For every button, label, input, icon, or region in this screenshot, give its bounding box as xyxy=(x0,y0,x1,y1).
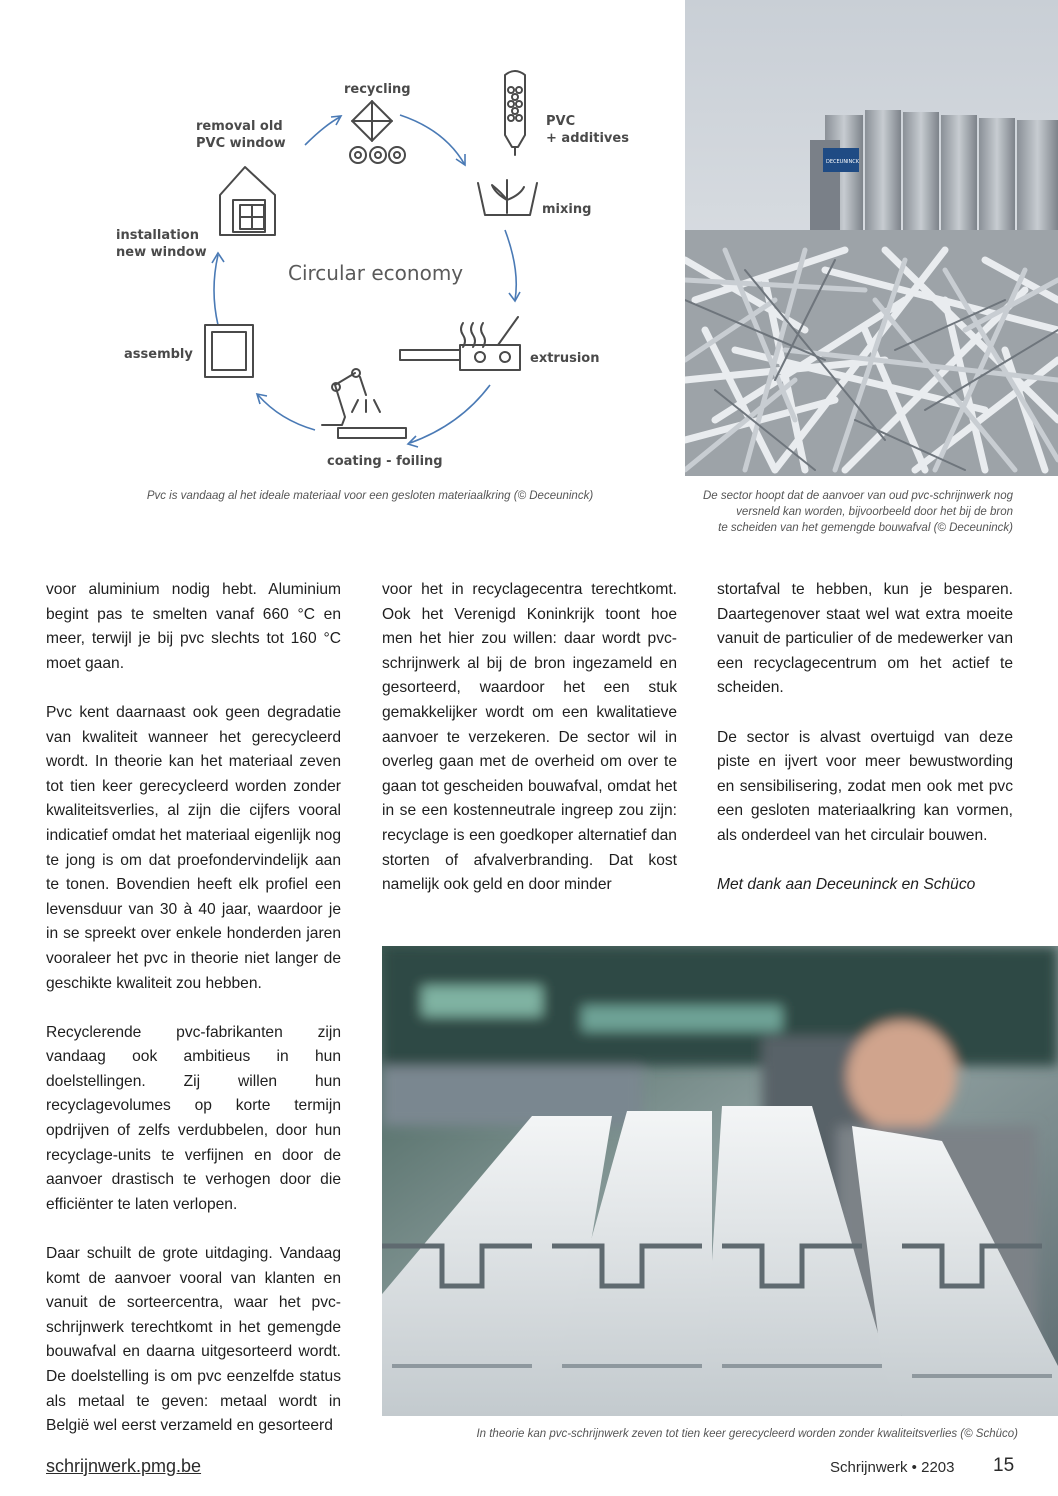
paragraph: stortafval te hebben, kun je besparen. Daartegenover staat wel wat extra moeite vanuit de particulier of de medewerker van een recyclagecentrum om het actief te scheiden. xyxy=(717,581,1013,697)
profiles-photo-caption: In theorie kan pvc-schrijnwerk zeven tot tien keer gerecycleerd worden zonder kwaliteitsverlies (© Schüco) xyxy=(476,1428,1018,1440)
paragraph: Recyclerende pvc-fabrikanten zijn vandaag ook ambitieus in hun doelstellingen. Zij willen hun recyclagevolumes op korte termijn opdrijven of zelfs verdubbelen, door hun recyclage-units te verfijnen en door de aanvoer drastisch te verhogen door die efficiënter te laten verlopen. xyxy=(46,1023,341,1213)
extrusion-icon xyxy=(400,317,520,370)
article-column-3 xyxy=(717,578,1013,898)
scrap-caption-line-1: De sector hoopt dat de aanvoer van oud pvc-schrijnwerk nog xyxy=(702,490,1013,502)
circular-economy-diagram xyxy=(100,55,640,480)
acknowledgement: Met dank aan Deceuninck en Schüco xyxy=(717,876,976,894)
coating-robot-icon xyxy=(322,369,406,438)
paragraph: voor aluminium nodig hebt. Aluminium begint pas te smelten vanaf 660 °C en meer, terwijl je bij pvc slechts tot 160 °C moet gaan. xyxy=(46,581,341,672)
window-frame-icon xyxy=(205,325,253,377)
scrap-photo-caption xyxy=(680,488,1013,536)
paragraph: De sector is alvast overtuigd van deze piste en ijvert voor meer bewustwording en sensibilisering, zodat men ook met pvc een gesloten materiaalkring kan vormen, als onderdeel van het circulair bouwen. xyxy=(717,728,1013,844)
scrap-caption-line-3: te scheiden van het gemengde bouwafval (© Deceuninck) xyxy=(718,522,1013,534)
diagram-caption: Pvc is vandaag al het ideale materiaal voor een gesloten materiaalkring (© Deceuninck) xyxy=(146,490,594,502)
silo-logo: DECEUNINCK xyxy=(826,159,860,165)
scrap-heap-photo xyxy=(685,0,1058,476)
diagram-title: Circular economy xyxy=(288,261,464,285)
label-mixing: mixing xyxy=(542,202,592,217)
page-number: 15 xyxy=(993,1455,1015,1476)
paragraph: Pvc kent daarnaast ook geen degradatie van kwaliteit wanneer het gerecycleerd wordt. In theorie kan het materiaal zeven tot tien keer gerecycleerd worden zonder kwaliteitsverlies, al zijn die cijfers vooral indicatief omdat het materiaal eigenlijk nog te jong is om dat proefondervindelijk aan te tonen. Bovendien heeft elk profiel een levensduur van 30 à 40 jaar, waardoor je in se spreekt over enkele honderden jaren vooraleer het pvc in theorie niet langer de geschikte kwaliteit zou hebben. xyxy=(46,703,341,992)
label-pvc-additives: + additives xyxy=(546,131,629,146)
label-extrusion: extrusion xyxy=(530,351,600,366)
label-old-window: PVC window xyxy=(196,136,286,151)
scrap-caption-line-2: versneld kan worden, bijvoorbeeld door het bij de bron xyxy=(736,506,1013,518)
house-window-icon xyxy=(220,167,275,235)
label-assembly: assembly xyxy=(124,347,193,362)
label-recycling: recycling xyxy=(344,82,411,97)
pvc-profiles-photo xyxy=(382,946,1058,1416)
footer-magazine-issue: Schrijnwerk • 2203 xyxy=(830,1459,955,1476)
footer-website-link[interactable]: schrijnwerk.pmg.be xyxy=(46,1456,202,1476)
label-new-window: new window xyxy=(116,245,207,260)
label-removal: removal old xyxy=(196,119,283,134)
label-coating: coating - foiling xyxy=(327,454,443,469)
silo-icon xyxy=(505,71,525,155)
article-column-2 xyxy=(382,578,677,898)
mixer-icon xyxy=(478,180,537,215)
paragraph: voor het in recyclagecentra terechtkomt. Ook het Verenigd Koninkrijk toont hoe men het hier zou willen: daar wordt pvc-schrijnwerk al bij de bron ingezameld en gesorteerd, waardoor het een stuk gemakkelijker wordt om een kwalitatieve aanvoer te verzekeren. De sector wil in overleg gaan met de overheid om over te gaan tot gescheiden bouwafval, omdat het in se een kostenneutrale ingreep zou zijn: recyclage is een goedkoper alternatief dan storten of afvalverbranding. Dat kost namelijk ook geld en door minder xyxy=(382,581,677,894)
article-column-1 xyxy=(46,578,341,1439)
recycling-icon xyxy=(350,101,405,163)
paragraph: Daar schuilt de grote uitdaging. Vandaag komt de aanvoer vooral van klanten en vanuit de sorteercentra, waar het pvc-schrijnwerk terechtkomt in het gemengde bouwafval en daarna uitgesorteerd wordt. De doelstelling is om pvc eenzelfde status als metaal te geven: metaal wordt in België wel eerst verzameld en gesorteerd xyxy=(46,1245,341,1435)
label-installation: installation xyxy=(116,228,199,243)
label-pvc: PVC xyxy=(546,114,576,129)
